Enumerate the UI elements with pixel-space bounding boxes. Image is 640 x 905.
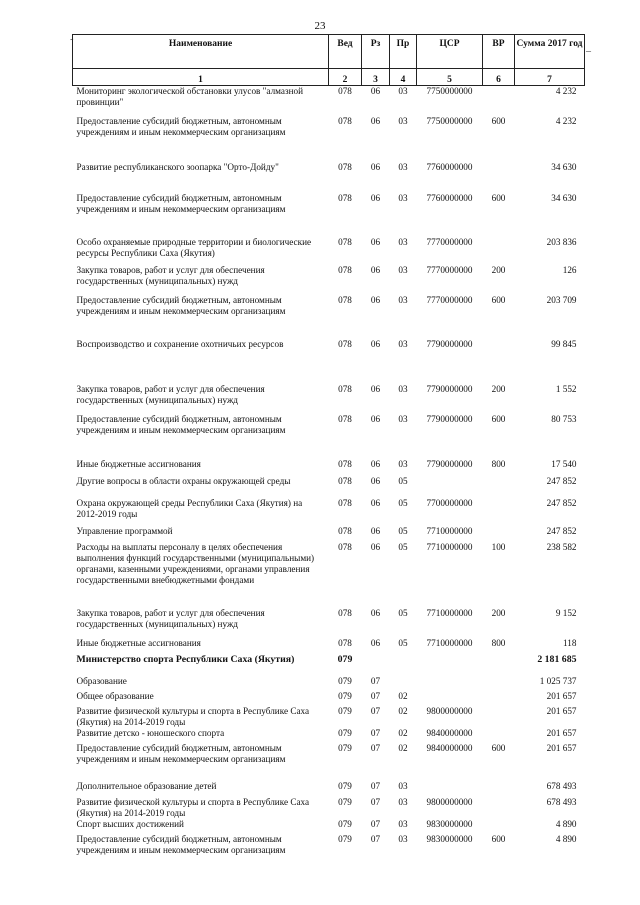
column-number: 1 (73, 69, 329, 86)
row-sum-cell: 203 836 (546, 236, 577, 247)
row-rz-cell: 07 (370, 833, 381, 844)
column-header-name: Наименование (73, 35, 329, 69)
table-row (73, 498, 585, 526)
row-sum-cell: 201 657 (546, 727, 577, 738)
row-ved-cell: 078 (338, 338, 352, 349)
row-csr-cell (417, 781, 483, 797)
row-sum-cell: 34 630 (551, 192, 577, 203)
row-sum-cell: 247 852 (546, 497, 577, 508)
row-sum-cell: 118 (563, 637, 577, 648)
table-row (73, 295, 585, 339)
row-rz-cell: 06 (370, 192, 381, 203)
row-name-cell: Закупка товаров, работ и услуг для обеспечения государственных (муниципальных) нужд (76, 383, 265, 405)
row-vr-cell: 800 (491, 637, 506, 648)
row-csr-cell: 9800000000 (426, 796, 473, 807)
row-name-cell: Предоставление субсидий бюджетным, автономным учреждениям и иным некоммерческим организациям (76, 833, 286, 855)
row-name-cell: Особо охраняемые природные территории и биологические ресурсы Республики Саха (Якутия) (76, 236, 312, 258)
row-ved-cell: 078 (338, 264, 352, 275)
column-number: 4 (390, 69, 417, 86)
row-pr-cell: 03 (398, 236, 408, 247)
table-row (73, 193, 585, 237)
row-ved-cell: 079 (338, 675, 352, 686)
row-name-cell: Предоставление субсидий бюджетным, автономным учреждениям и иным некоммерческим организациям (76, 294, 286, 316)
row-ved-cell: 078 (338, 236, 352, 247)
row-rz-cell: 06 (370, 413, 381, 424)
row-vr-cell (483, 654, 515, 676)
row-vr-cell: 600 (491, 192, 506, 203)
column-number: 5 (417, 69, 483, 86)
row-csr-cell (417, 691, 483, 706)
table-row (73, 86, 585, 116)
table-row (73, 116, 585, 162)
row-sum-cell: 9 152 (555, 607, 577, 618)
row-ved-cell: 079 (338, 727, 352, 738)
row-rz-cell: 06 (370, 607, 381, 618)
table-row (73, 459, 585, 476)
row-pr-cell: 02 (398, 727, 408, 738)
row-pr-cell (390, 654, 417, 676)
row-vr-cell (483, 339, 515, 384)
table-header-row (73, 35, 585, 69)
row-rz-cell: 06 (370, 86, 381, 96)
row-rz-cell: 06 (370, 497, 381, 508)
row-rz-cell: 06 (370, 264, 381, 275)
row-name-cell: Предоставление субсидий бюджетным, автономным учреждениям и иным некоммерческим организациям (76, 192, 286, 214)
table-row (73, 414, 585, 459)
column-number: 6 (483, 69, 515, 86)
row-rz-cell: 07 (370, 690, 381, 701)
row-csr-cell: 9800000000 (426, 705, 473, 716)
row-rz-cell: 06 (370, 383, 381, 394)
table-row (73, 834, 585, 859)
row-csr-cell: 7700000000 (426, 497, 473, 508)
row-rz-cell: 07 (370, 742, 381, 753)
row-sum-cell: 201 657 (546, 705, 577, 716)
row-vr-cell (483, 526, 515, 542)
row-name-cell: Министерство спорта Республики Саха (Якутия) (76, 653, 295, 665)
row-sum-cell: 4 232 (555, 86, 577, 96)
row-sum-cell: 678 493 (546, 780, 577, 791)
table-row (73, 608, 585, 638)
row-rz-cell: 07 (370, 780, 381, 791)
row-csr-cell: 7710000000 (426, 525, 473, 536)
row-pr-cell: 03 (398, 818, 408, 829)
row-ved-cell: 078 (338, 294, 352, 305)
row-ved-cell: 079 (338, 780, 352, 791)
column-header-rz: Рз (362, 35, 390, 69)
column-header-sum: Сумма 2017 год (515, 35, 585, 69)
table-row (73, 476, 585, 498)
table-row (73, 237, 585, 265)
row-rz-cell: 07 (370, 818, 381, 829)
row-csr-cell: 9830000000 (426, 833, 473, 844)
row-vr-cell: 600 (491, 294, 506, 305)
table-row (73, 265, 585, 295)
row-vr-cell (483, 676, 515, 691)
column-number: 2 (329, 69, 362, 86)
page-number: 23 (314, 20, 326, 32)
row-vr-cell (483, 728, 515, 743)
row-pr-cell: 03 (398, 115, 408, 126)
row-pr-cell: 03 (398, 86, 408, 96)
row-rz-cell: 06 (370, 338, 381, 349)
row-csr-cell: 7790000000 (426, 458, 473, 469)
row-pr-cell: 05 (398, 541, 408, 552)
row-rz-cell: 07 (370, 727, 381, 738)
row-name-cell: Предоставление субсидий бюджетным, автономным учреждениям и иным некоммерческим организациям (76, 115, 286, 137)
row-sum-cell: 203 709 (546, 294, 577, 305)
row-name-cell: Развитие республиканского зоопарка "Орто-Дойду" (76, 161, 279, 172)
table-row (73, 638, 585, 654)
row-sum-cell: 4 890 (555, 818, 577, 829)
table-row (73, 676, 585, 691)
row-csr-cell: 7790000000 (426, 383, 473, 394)
row-pr-cell: 03 (398, 833, 408, 844)
row-ved-cell: 079 (338, 742, 352, 753)
row-sum-cell: 126 (562, 264, 577, 275)
budget-table (72, 34, 585, 859)
row-ved-cell: 078 (338, 458, 352, 469)
row-vr-cell (483, 162, 515, 193)
row-csr-cell (417, 676, 483, 691)
row-rz-cell: 07 (370, 675, 381, 686)
row-csr-cell: 7770000000 (426, 294, 473, 305)
row-pr-cell: 03 (398, 383, 408, 394)
row-rz-cell: 07 (370, 705, 381, 716)
row-pr-cell: 03 (398, 780, 408, 791)
row-csr-cell (417, 654, 483, 676)
row-pr-cell: 02 (398, 690, 408, 701)
row-pr-cell: 03 (398, 192, 408, 203)
row-name-cell: Образование (76, 675, 127, 686)
row-name-cell: Развитие физической культуры и спорта в Республике Саха (Якутия) на 2014-2019 годы (76, 705, 310, 727)
row-ved-cell: 078 (338, 161, 352, 172)
row-vr-cell (483, 476, 515, 498)
row-vr-cell: 600 (491, 742, 506, 753)
row-ved-cell: 079 (338, 690, 352, 701)
table-row (73, 654, 585, 676)
row-ved-cell: 079 (338, 833, 352, 844)
row-ved-cell: 078 (338, 475, 352, 486)
row-pr-cell: 05 (398, 607, 408, 618)
row-ved-cell: 078 (338, 115, 352, 126)
row-rz-cell: 06 (370, 475, 381, 486)
row-rz-cell: 07 (370, 796, 381, 807)
row-vr-cell: 200 (491, 607, 506, 618)
row-sum-cell: 238 582 (546, 541, 577, 552)
row-ved-cell: 079 (337, 653, 353, 665)
row-pr-cell: 02 (398, 742, 408, 753)
row-sum-cell: 4 890 (555, 833, 577, 844)
row-vr-cell: 800 (491, 458, 506, 469)
row-name-cell: Общее образование (76, 690, 154, 701)
row-vr-cell: 200 (491, 264, 506, 275)
column-number: 7 (515, 69, 585, 86)
table-row (73, 728, 585, 743)
row-name-cell: Другие вопросы в области охраны окружающей среды (76, 475, 291, 486)
column-number: 3 (362, 69, 390, 86)
row-vr-cell (483, 706, 515, 728)
row-csr-cell: 9840000000 (426, 742, 473, 753)
column-header-pr: Пр (390, 35, 417, 69)
row-ved-cell: 079 (338, 818, 352, 829)
row-pr-cell: 03 (398, 264, 408, 275)
row-name-cell: Предоставление субсидий бюджетным, автономным учреждениям и иным некоммерческим организациям (76, 413, 286, 435)
row-pr-cell: 03 (398, 796, 408, 807)
table-body (73, 86, 585, 859)
row-pr-cell: 03 (398, 294, 408, 305)
row-ved-cell: 078 (338, 497, 352, 508)
table-row (73, 542, 585, 608)
row-vr-cell: 600 (491, 833, 506, 844)
row-name-cell: Иные бюджетные ассигнования (76, 637, 201, 648)
table-row (73, 743, 585, 781)
row-sum-cell: 80 753 (551, 413, 577, 424)
row-vr-cell (483, 86, 515, 116)
row-rz-cell: 06 (370, 458, 381, 469)
row-pr-cell (390, 676, 417, 691)
table-row (73, 384, 585, 414)
row-pr-cell: 02 (398, 705, 408, 716)
row-csr-cell: 7790000000 (426, 338, 473, 349)
scan-mark-right: – (586, 46, 591, 57)
row-name-cell: Расходы на выплаты персоналу в целях обеспечения выполнения функций государственными (муниципальными) органами, казенными учреждениями, органами управления государственными внебюджетными фондами (76, 541, 315, 585)
row-csr-cell: 7760000000 (426, 161, 473, 172)
row-pr-cell: 03 (398, 161, 408, 172)
row-csr-cell: 7710000000 (426, 541, 473, 552)
row-rz-cell: 06 (370, 294, 381, 305)
row-vr-cell (483, 691, 515, 706)
column-header-csr: ЦСР (417, 35, 483, 69)
row-ved-cell: 078 (338, 413, 352, 424)
row-sum-cell: 34 630 (551, 161, 577, 172)
row-vr-cell: 200 (491, 383, 506, 394)
row-pr-cell: 05 (398, 497, 408, 508)
row-name-cell: Закупка товаров, работ и услуг для обеспечения государственных (муниципальных) нужд (76, 264, 265, 286)
table-row (73, 339, 585, 384)
row-sum-cell: 17 540 (551, 458, 577, 469)
row-csr-cell: 7770000000 (426, 264, 473, 275)
row-name-cell: Воспроизводство и сохранение охотничьих ресурсов (76, 338, 284, 349)
row-name-cell: Охрана окружающей среды Республики Саха (Якутия) на 2012-2019 годы (76, 497, 303, 519)
row-vr-cell (483, 797, 515, 819)
row-name-cell: Предоставление субсидий бюджетным, автономным учреждениям и иным некоммерческим организациям (76, 742, 286, 764)
row-sum-cell: 201 657 (546, 690, 577, 701)
row-ved-cell: 078 (338, 192, 352, 203)
row-pr-cell: 03 (398, 338, 408, 349)
row-csr-cell: 9830000000 (426, 818, 473, 829)
row-pr-cell: 05 (398, 637, 408, 648)
row-name-cell: Иные бюджетные ассигнования (76, 458, 201, 469)
table-row (73, 691, 585, 706)
row-name-cell: Развитие детско - юношеского спорта (76, 727, 225, 738)
row-name-cell: Мониторинг экологической обстановки улусов "алмазной провинции" (76, 86, 304, 107)
row-vr-cell: 600 (491, 115, 506, 126)
row-sum-cell: 678 493 (546, 796, 577, 807)
row-ved-cell: 078 (338, 383, 352, 394)
column-header-vr: ВР (483, 35, 515, 69)
row-ved-cell: 079 (338, 796, 352, 807)
row-sum-cell: 247 852 (546, 475, 577, 486)
row-rz-cell (362, 654, 390, 676)
row-ved-cell: 078 (338, 637, 352, 648)
row-sum-cell: 1 552 (555, 383, 577, 394)
row-csr-cell: 7710000000 (426, 607, 473, 618)
row-vr-cell: 600 (491, 413, 506, 424)
row-vr-cell: 100 (491, 541, 506, 552)
row-vr-cell (483, 498, 515, 526)
row-csr-cell: 7770000000 (426, 236, 473, 247)
row-pr-cell: 03 (398, 458, 408, 469)
row-rz-cell: 06 (370, 115, 381, 126)
row-sum-cell: 247 852 (546, 525, 577, 536)
row-csr-cell: 7790000000 (426, 413, 473, 424)
row-csr-cell: 7710000000 (426, 637, 473, 648)
row-pr-cell: 03 (398, 413, 408, 424)
row-sum-cell: 4 232 (555, 115, 577, 126)
row-sum-cell: 201 657 (546, 742, 577, 753)
row-name-cell: Управление программой (76, 525, 173, 536)
row-vr-cell (483, 819, 515, 834)
row-sum-cell: 1 025 737 (539, 675, 577, 686)
row-csr-cell: 9840000000 (426, 727, 473, 738)
table-row (73, 797, 585, 819)
table-row (73, 819, 585, 834)
row-csr-cell (417, 476, 483, 498)
row-rz-cell: 06 (370, 161, 381, 172)
row-rz-cell: 06 (370, 541, 381, 552)
row-rz-cell: 06 (370, 525, 381, 536)
row-sum-cell: 2 181 685 (537, 653, 577, 665)
table-row (73, 526, 585, 542)
row-name-cell: Спорт высших достижений (76, 818, 184, 829)
row-name-cell: Развитие физической культуры и спорта в Республике Саха (Якутия) на 2014-2019 годы (76, 796, 310, 818)
row-sum-cell: 99 845 (551, 338, 577, 349)
row-ved-cell: 078 (338, 525, 352, 536)
table-row (73, 162, 585, 193)
scan-mark-left: ˜ (70, 38, 74, 49)
row-name-cell: Закупка товаров, работ и услуг для обеспечения государственных (муниципальных) нужд (76, 607, 265, 629)
row-rz-cell: 06 (370, 637, 381, 648)
row-csr-cell: 7760000000 (426, 192, 473, 203)
column-header-ved: Вед (329, 35, 362, 69)
row-ved-cell: 079 (338, 705, 352, 716)
row-vr-cell (483, 781, 515, 797)
row-ved-cell: 078 (338, 607, 352, 618)
row-pr-cell: 05 (398, 475, 408, 486)
row-csr-cell: 7750000000 (426, 115, 473, 126)
row-name-cell: Дополнительное образование детей (76, 780, 217, 791)
row-vr-cell (483, 237, 515, 265)
row-rz-cell: 06 (370, 236, 381, 247)
table-row (73, 706, 585, 728)
row-pr-cell: 05 (398, 525, 408, 536)
table-row (73, 781, 585, 797)
row-ved-cell: 078 (338, 541, 352, 552)
row-csr-cell: 7750000000 (426, 86, 473, 96)
row-ved-cell: 078 (338, 86, 352, 96)
column-number-row (73, 69, 585, 86)
